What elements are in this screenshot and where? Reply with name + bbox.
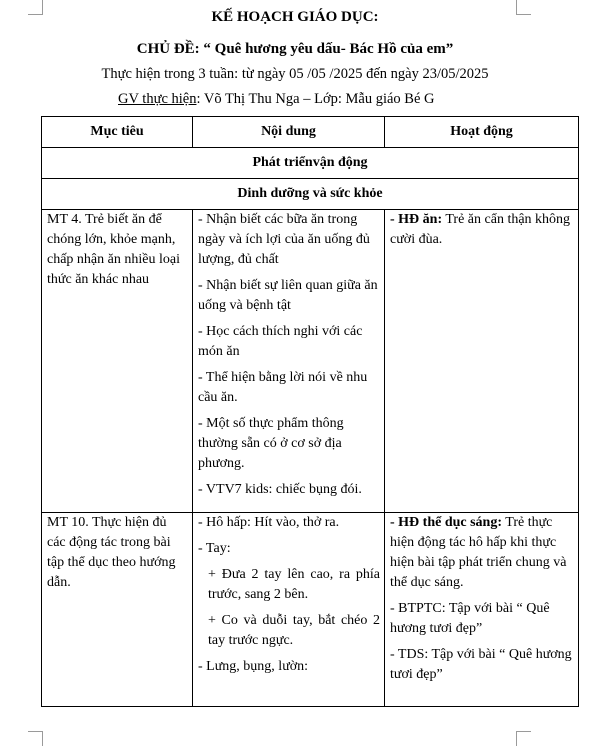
section-row-motor [42,148,579,179]
teacher-line [118,91,435,108]
teacher-value: : Võ Thị Thu Nga – Lớp: Mẫu giáo Bé G [196,91,435,107]
activity-item: - TDS: Tập với bài “ Quê hương tươi đẹp” [390,647,572,682]
col-header-content: Nội dung [193,117,385,148]
teacher-label: GV thực hiện [118,91,197,107]
activity-item: - BTPTC: Tập với bài “ Quê hương tươi đẹp” [390,601,550,636]
content-item: - Thể hiện bằng lời nói về nhu cầu ăn. [198,370,368,405]
plan-table [41,116,579,707]
topic-heading: CHỦ ĐỀ: “ Quê hương yêu dấu- Bác Hồ của em” [136,41,454,57]
content-item: - Nhận biết sự liên quan giữa ăn uống và bệnh tật [198,278,378,313]
table-header-row [42,117,579,148]
activity-item [390,513,574,593]
col-header-goal: Mục tiêu [42,117,193,148]
goal-cell [42,210,193,513]
period-line: Thực hiện trong 3 tuần: từ ngày 05 /05 /2025 đến ngày 23/05/2025 [101,66,489,82]
content-item: - Nhận biết các bữa ăn trong ngày và ích lợi của ăn uống đủ lượng, đủ chất [198,212,370,267]
content-cell [193,210,385,513]
activity-label: - HĐ ăn: [390,212,443,227]
content-item: - Hô hấp: Hít vào, thở ra. [198,515,340,530]
activity-label: - HĐ thể dục sáng: [390,515,503,530]
goal-text: MT 4. Trẻ biết ăn để chóng lớn, khỏe mạnh, chấp nhận ăn nhiều loại thức ăn khác nhau [47,212,180,287]
content-item: + Đưa 2 tay lên cao, ra phía trước, sang 2 bên. [208,567,380,602]
activity-text: Trẻ ăn cẩn thận không cười đùa. [390,212,571,247]
table-row [42,513,579,707]
activity-cell [385,210,579,513]
activity-cell [385,513,579,707]
crop-mark-bottom-left [28,731,43,746]
content-item: - Học cách thích nghi với các món ăn [198,324,363,359]
content-item: - Lưng, bụng, lườn: [198,659,309,674]
section-row-nutrition [42,179,579,210]
activity-text: Trẻ thực hiện động tác hô hấp khi thực hiện bài tập phát triển chung và thể dục sáng. [390,515,567,590]
goal-text: MT 10. Thực hiện đủ các động tác trong bài tập thể dục theo hướng dẫn. [47,515,176,590]
crop-mark-bottom-right [516,731,531,746]
goal-cell [42,513,193,707]
document-title: KẾ HOẠCH GIÁO DỤC: [211,9,379,25]
content-cell [193,513,385,707]
content-item: + Co và duỗi tay, bắt chéo 2 tay trước ngực. [208,613,380,648]
content-item: - Tay: [198,541,231,556]
col-header-activity: Hoạt động [385,117,579,148]
content-item: - VTV7 kids: chiếc bụng đói. [198,482,362,497]
section-nutrition-health: Dinh dưỡng và sức khỏe [42,179,579,210]
activity-item [390,210,574,250]
content-item: - Một số thực phẩm thông thường sẵn có ở cơ sở địa phương. [198,416,344,471]
table-row [42,210,579,513]
section-motor-development: Phát triểnvận động [42,148,579,179]
